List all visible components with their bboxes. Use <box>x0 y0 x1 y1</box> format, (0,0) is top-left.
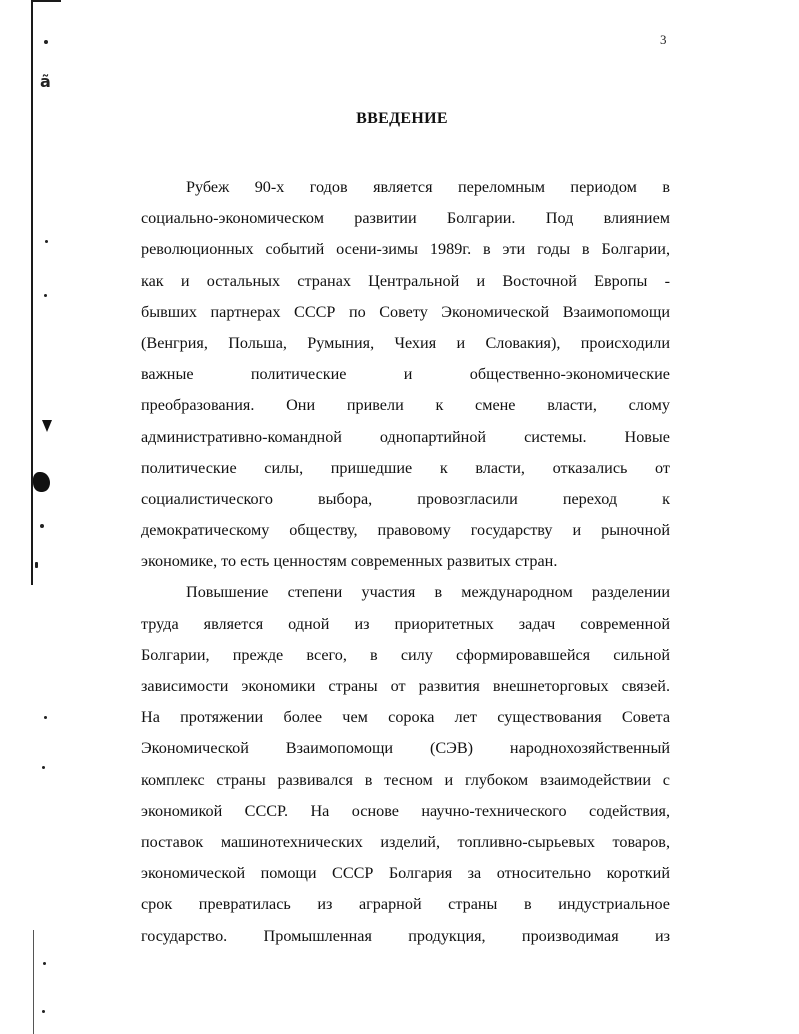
text-line: преобразования. Они привели к смене власти, слому <box>141 396 670 415</box>
text-line: административно-командной однопартийной системы. Новые <box>141 427 670 446</box>
text-line: срок превратилась из аграрной страны в индустриальное <box>141 895 670 914</box>
text-line: важные политические и общественно-экономические <box>141 365 670 384</box>
text-line: государство. Промышленная продукция, производимая из <box>141 926 670 945</box>
scan-speck <box>43 962 46 965</box>
text-line: Экономической Взаимопомощи (СЭВ) народнохозяйственный <box>141 739 670 758</box>
scan-speck <box>35 562 38 568</box>
body-text <box>141 172 670 952</box>
text-line: (Венгрия, Польша, Румыния, Чехия и Словакия), происходили <box>141 333 670 352</box>
text-line: революционных событий осени-зимы 1989г. в эти годы в Болгарии, <box>141 240 670 259</box>
text-line: труда является одной из приоритетных задач современной <box>141 614 670 633</box>
scan-corner-mark <box>31 0 61 8</box>
scan-speck <box>42 766 45 769</box>
scan-speck <box>40 524 44 528</box>
text-line: Болгарии, прежде всего, в силу сформировавшейся сильной <box>141 645 670 664</box>
scan-edge-line-lower <box>33 930 34 1034</box>
text-line: социально-экономическом развитии Болгарии. Под влиянием <box>141 209 670 228</box>
text-line: экономикой СССР. На основе научно-технического содействия, <box>141 801 670 820</box>
text-line: На протяжении более чем сорока лет существования Совета <box>141 708 670 727</box>
paragraph-2 <box>141 577 670 951</box>
scan-speck <box>44 716 47 719</box>
scan-letter-mark: ã <box>40 72 51 91</box>
text-line: поставок машинотехнических изделий, топливно-сырьевых товаров, <box>141 832 670 851</box>
scan-ink-blot <box>33 472 50 492</box>
text-line: как и остальных странах Центральной и Восточной Европы - <box>141 271 670 290</box>
scan-speck <box>45 240 48 243</box>
paragraph-1 <box>141 172 670 577</box>
text-line: политические силы, пришедшие к власти, отказались от <box>141 458 670 477</box>
text-line: социалистического выбора, провозгласили переход к <box>141 489 670 508</box>
scan-tick-mark <box>42 420 52 432</box>
scan-edge-line <box>31 0 33 585</box>
text-line: зависимости экономики страны от развития внешнеторговых связей. <box>141 677 670 695</box>
scan-speck <box>44 294 47 297</box>
text-line: демократическому обществу, правовому государству и рыночной <box>141 521 670 540</box>
text-line: Рубеж 90-х годов является переломным периодом в <box>186 178 670 196</box>
scan-speck <box>42 1010 45 1013</box>
text-line: комплекс страны развивался в тесном и глубоком взаимодействии с <box>141 770 670 789</box>
page-number: 3 <box>660 32 667 47</box>
page-title: ВВЕДЕНИЕ <box>356 110 448 127</box>
text-line: бывших партнерах СССР по Совету Экономической Взаимопомощи <box>141 302 670 321</box>
scan-speck <box>44 40 48 44</box>
text-line: Повышение степени участия в международном разделении <box>186 583 670 602</box>
text-line: экономической помощи СССР Болгария за относительно короткий <box>141 864 670 883</box>
text-line: экономике, то есть ценностям современных развитых стран. <box>141 552 558 571</box>
